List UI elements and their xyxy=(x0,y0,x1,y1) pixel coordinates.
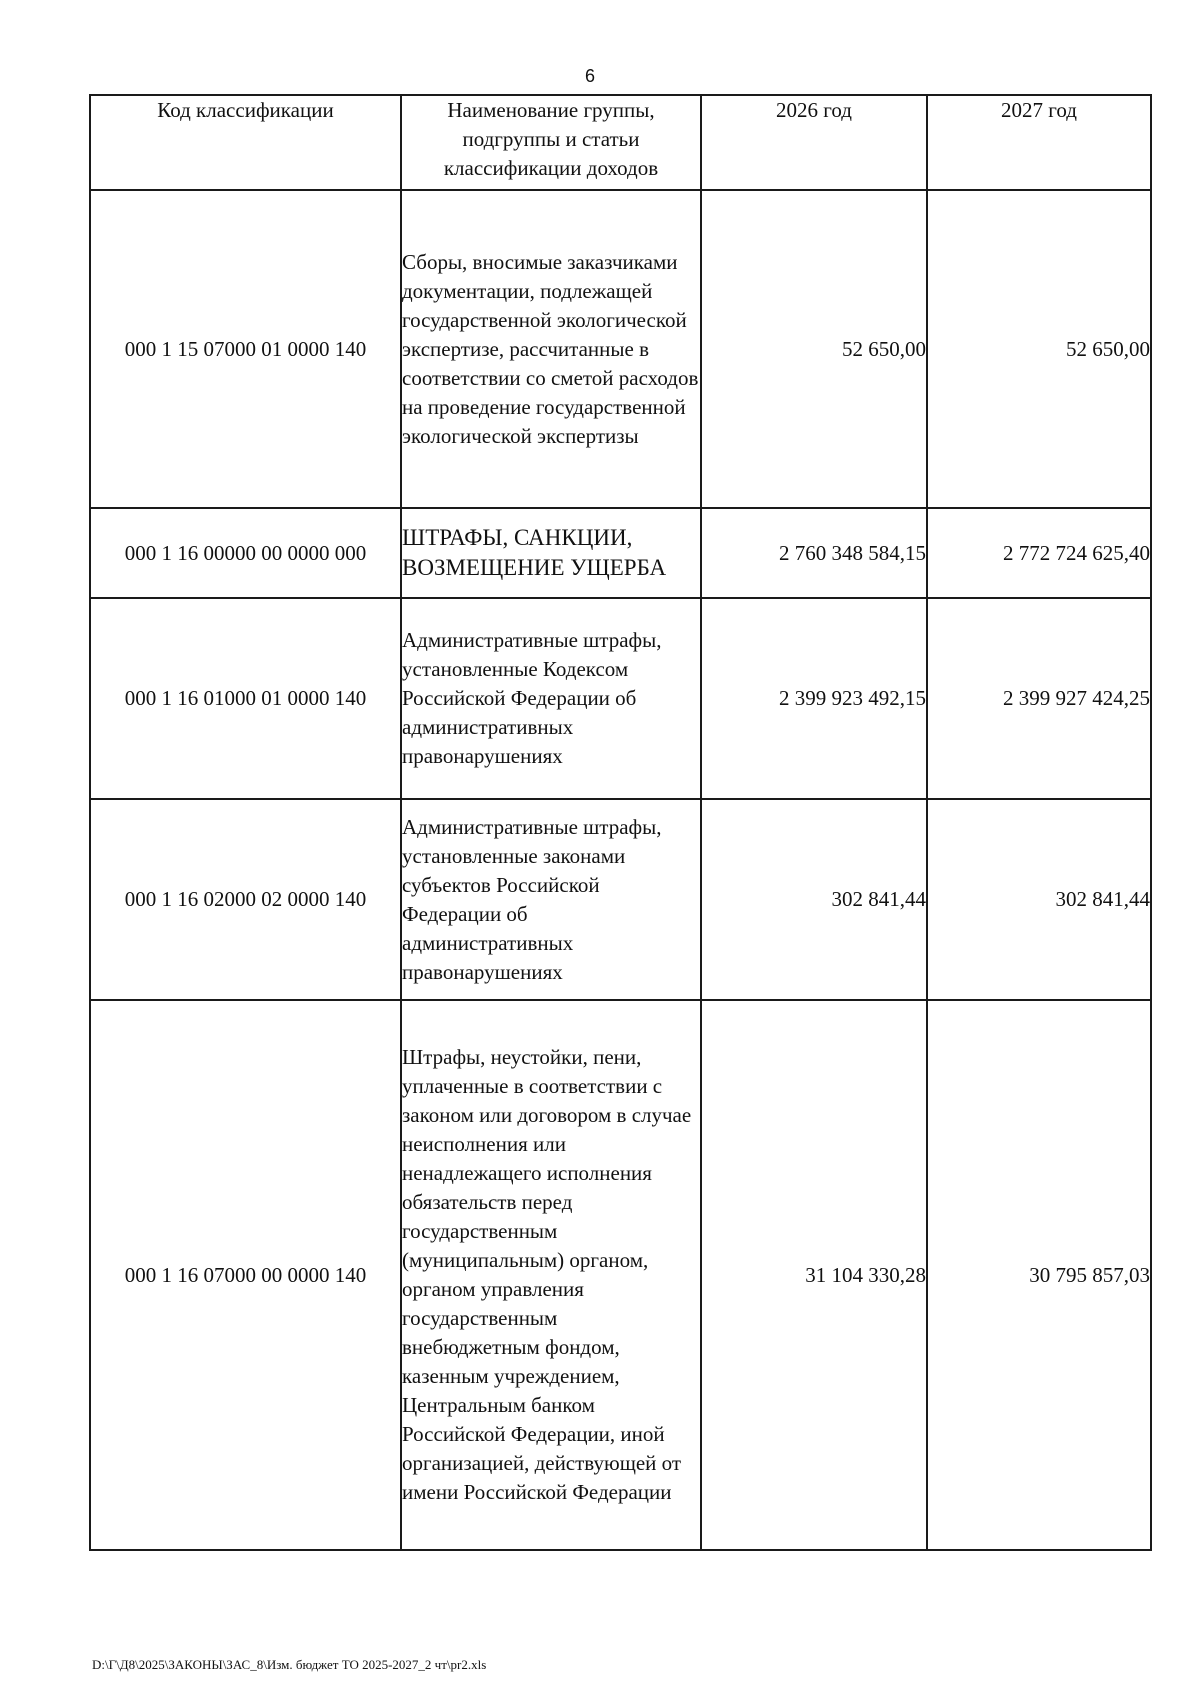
table-header xyxy=(90,95,1151,190)
row-name: Административные штрафы, установленные законами субъектов Российской Федерации об административных правонарушениях xyxy=(401,799,701,1000)
row-value-2026: 31 104 330,28 xyxy=(701,1000,927,1550)
row-code: 000 1 16 07000 00 0000 140 xyxy=(90,1000,401,1550)
row-code: 000 1 16 02000 02 0000 140 xyxy=(90,799,401,1000)
row-value-2026: 302 841,44 xyxy=(701,799,927,1000)
page-number: 6 xyxy=(584,66,595,86)
row-name: ШТРАФЫ, САНКЦИИ, ВОЗМЕЩЕНИЕ УЩЕРБА xyxy=(401,508,701,598)
row-name: Штрафы, неустойки, пени, уплаченные в соответствии с законом или договором в случае неисполнения или ненадлежащего исполнения обязательств перед государственным (муниципальным) органом, органом управления государственным внебюджетным фондом, казенным учреждением, Центральным банком Российской Федерации, иной организацией, действующей от имени Российской Федерации xyxy=(401,1000,701,1550)
row-value-2026: 52 650,00 xyxy=(701,190,927,508)
header-code: Код классификации xyxy=(90,95,401,190)
row-value-2027: 302 841,44 xyxy=(927,799,1151,1000)
table-row xyxy=(90,799,1151,1000)
table-row xyxy=(90,1000,1151,1550)
table-row xyxy=(90,190,1151,508)
row-name: Сборы, вносимые заказчиками документации, подлежащей государственной экологической экспертизе, рассчитанные в соответствии со сметой расходов на проведение государственной экологической экспертизы xyxy=(401,190,701,508)
row-value-2026: 2 399 923 492,15 xyxy=(701,598,927,799)
table-row xyxy=(90,598,1151,799)
file-path-footer: D:\Г\Д8\2025\ЗАКОНЫ\ЗАС_8\Изм. бюджет ТО 2025-2027_2 чт\pr2.xls xyxy=(92,1657,487,1672)
row-code: 000 1 16 00000 00 0000 000 xyxy=(90,508,401,598)
header-name: Наименование группы, подгруппы и статьи классификации доходов xyxy=(401,95,701,190)
row-code: 000 1 16 01000 01 0000 140 xyxy=(90,598,401,799)
row-value-2027: 2 399 927 424,25 xyxy=(927,598,1151,799)
row-value-2026: 2 760 348 584,15 xyxy=(701,508,927,598)
row-value-2027: 30 795 857,03 xyxy=(927,1000,1151,1550)
header-2027: 2027 год xyxy=(927,95,1151,190)
row-value-2027: 2 772 724 625,40 xyxy=(927,508,1151,598)
header-2026: 2026 год xyxy=(701,95,927,190)
table-row xyxy=(90,508,1151,598)
revenue-classification-table xyxy=(89,94,1152,1551)
row-value-2027: 52 650,00 xyxy=(927,190,1151,508)
row-code: 000 1 15 07000 01 0000 140 xyxy=(90,190,401,508)
row-name: Административные штрафы, установленные Кодексом Российской Федерации об административных правонарушениях xyxy=(401,598,701,799)
